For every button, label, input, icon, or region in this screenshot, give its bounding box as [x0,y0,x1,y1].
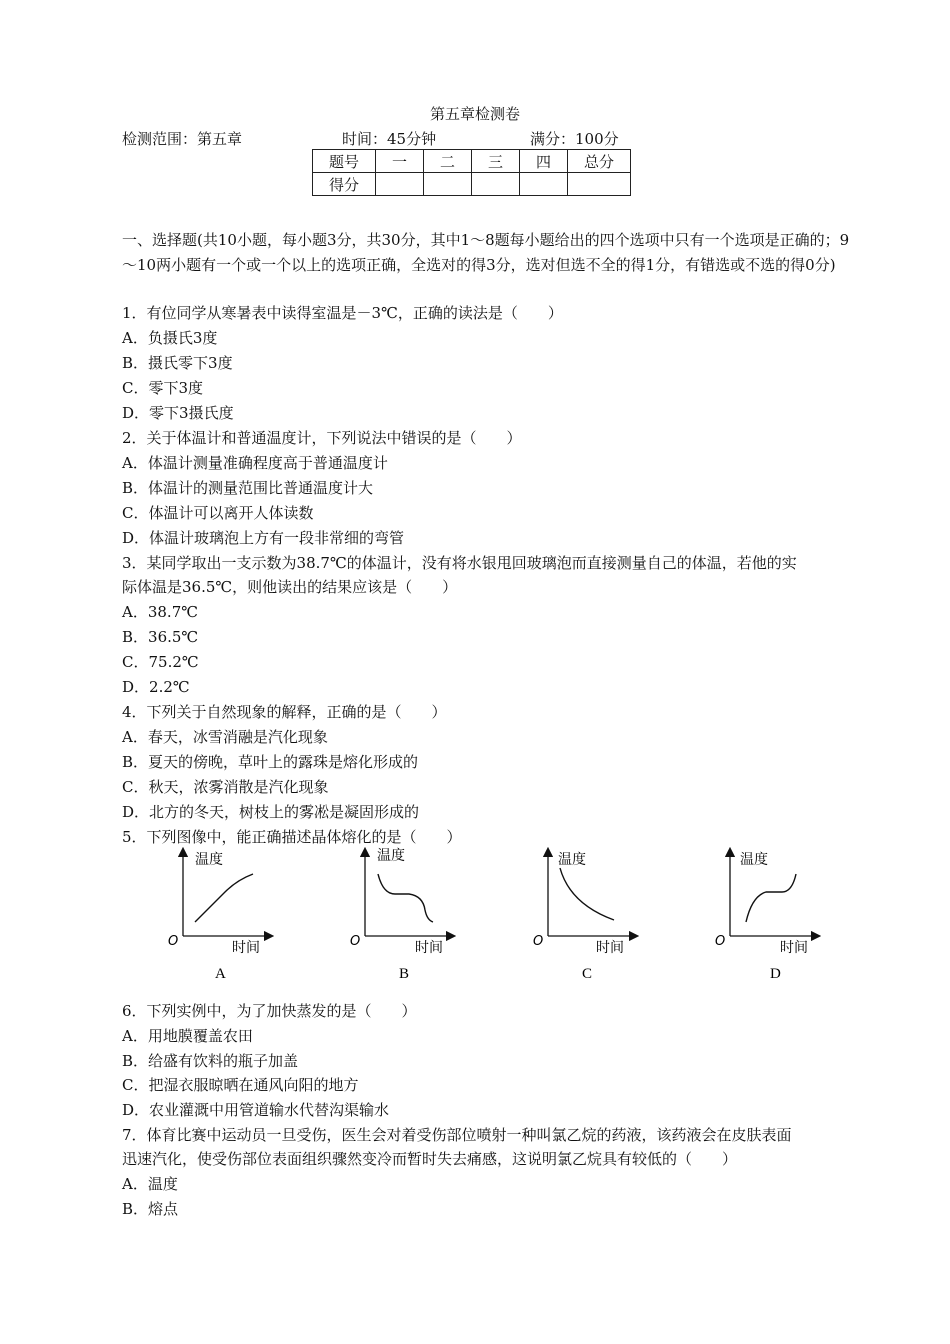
question-6-option-b[interactable]: B．给盛有饮料的瓶子加盖 [122,1052,299,1070]
question-6-option-d[interactable]: D．农业灌溉中用管道输水代替沟渠输水 [122,1101,390,1119]
score-input-cell[interactable] [568,173,631,196]
question-1-option-a[interactable]: A．负摄氏3度 [122,329,218,347]
question-4-option-b[interactable]: B．夏天的傍晚，草叶上的露珠是熔化形成的 [122,753,419,771]
question-3-option-b[interactable]: B．36.5℃ [122,628,199,646]
curve [560,868,614,920]
score-input-cell[interactable] [376,173,424,196]
question-2-option-d[interactable]: D．体温计玻璃泡上方有一段非常细的弯管 [122,529,405,547]
table-cell: 四 [520,150,568,173]
question-1-option-d[interactable]: D．零下3摄氏度 [122,404,234,422]
table-cell: 题号 [313,150,376,173]
question-7-stem-line1: 7．体育比赛中运动员一旦受伤，医生会对着受伤部位喷射一种叫氯乙烷的药液，该药液会在皮肤表面 [122,1126,792,1144]
score-input-cell[interactable] [520,173,568,196]
score-table-score-row [313,173,631,196]
graph-a[interactable] [165,848,275,988]
question-6-option-c[interactable]: C．把湿衣服晾晒在通风向阳的地方 [122,1076,359,1094]
question-3-stem-line1: 3．某同学取出一支示数为38.7℃的体温计，没有将水银甩回玻璃泡而直接测量自己的体温，若他的实 [122,554,797,572]
graph-label: D [770,966,781,982]
page-title: 第五章检测卷 [429,105,520,123]
origin-label: O [350,934,361,949]
test-time: 时间：45分钟 [342,130,437,148]
question-4-option-c[interactable]: C．秋天，浓雾消散是汽化现象 [122,778,329,796]
graph-b[interactable] [347,848,457,988]
question-1-option-c[interactable]: C．零下3度 [122,379,204,397]
question-2-option-c[interactable]: C．体温计可以离开人体读数 [122,504,314,522]
score-input-cell[interactable] [424,173,472,196]
table-cell: 二 [424,150,472,173]
score-table [312,149,631,196]
question-2-option-b[interactable]: B．体温计的测量范围比普通温度计大 [122,479,374,497]
question-1-option-b[interactable]: B．摄氏零下3度 [122,354,233,372]
x-axis-label: 时间 [232,940,260,956]
question-6-option-a[interactable]: A．用地膜覆盖农田 [122,1027,253,1045]
question-4-option-d[interactable]: D．北方的冬天，树枝上的雾凇是凝固形成的 [122,803,420,821]
y-axis-label: 温度 [377,848,405,864]
table-cell: 一 [376,150,424,173]
table-cell: 三 [472,150,520,173]
graph-label: A [215,966,226,982]
graph-label: C [582,966,593,982]
section-intro: 一、选择题(共10小题，每小题3分，共30分，其中1～8题每小题给出的四个选项中只有一个选项是正确的；9～10两小题有一个或一个以上的选项正确，全选对的得3分，选对但选不全的得1分，有错选或不选的得0分) [122,231,850,274]
origin-label: O [715,934,726,949]
question-7-option-b[interactable]: B．熔点 [122,1200,179,1218]
table-cell: 总分 [568,150,631,173]
curve [378,874,433,922]
question-5-stem: 5．下列图像中，能正确描述晶体熔化的是（ ） [122,828,462,846]
table-cell: 得分 [313,173,376,196]
x-axis-label: 时间 [415,940,443,956]
question-4-stem: 4．下列关于自然现象的解释，正确的是（ ） [122,703,447,721]
origin-label: O [533,934,544,949]
question-2-option-a[interactable]: A．体温计测量准确程度高于普通温度计 [122,454,388,472]
graph-label: B [399,966,410,982]
x-axis-label: 时间 [780,940,808,956]
curve [746,874,796,922]
score-table-header-row [313,150,631,173]
graph-c[interactable] [530,848,640,988]
y-axis-label: 温度 [740,852,768,868]
question-3-option-c[interactable]: C．75.2℃ [122,653,199,671]
question-3-option-a[interactable]: A．38.7℃ [122,603,199,621]
y-axis-label: 温度 [195,852,223,868]
question-7-stem-line2: 迅速汽化，使受伤部位表面组织骤然变冷而暂时失去痛感，这说明氯乙烷具有较低的（ ） [122,1150,738,1168]
origin-label: O [168,934,179,949]
question-3-stem-line2: 际体温是36.5℃，则他读出的结果应该是（ ） [122,578,458,596]
question-6-stem: 6．下列实例中，为了加快蒸发的是（ ） [122,1002,417,1020]
test-scope: 检测范围：第五章 [122,130,243,148]
question-2-stem: 2．关于体温计和普通温度计，下列说法中错误的是（ ） [122,429,522,447]
y-axis-label: 温度 [558,852,586,868]
question-3-option-d[interactable]: D．2.2℃ [122,678,190,696]
question-7-option-a[interactable]: A．温度 [122,1175,178,1193]
graph-d[interactable] [712,848,822,988]
score-input-cell[interactable] [472,173,520,196]
question-1-stem: 1．有位同学从寒暑表中读得室温是－3℃，正确的读法是（ ） [122,304,563,322]
full-score: 满分：100分 [530,130,619,148]
curve [195,874,253,922]
question-4-option-a[interactable]: A．春天，冰雪消融是汽化现象 [122,728,328,746]
x-axis-label: 时间 [596,940,624,956]
